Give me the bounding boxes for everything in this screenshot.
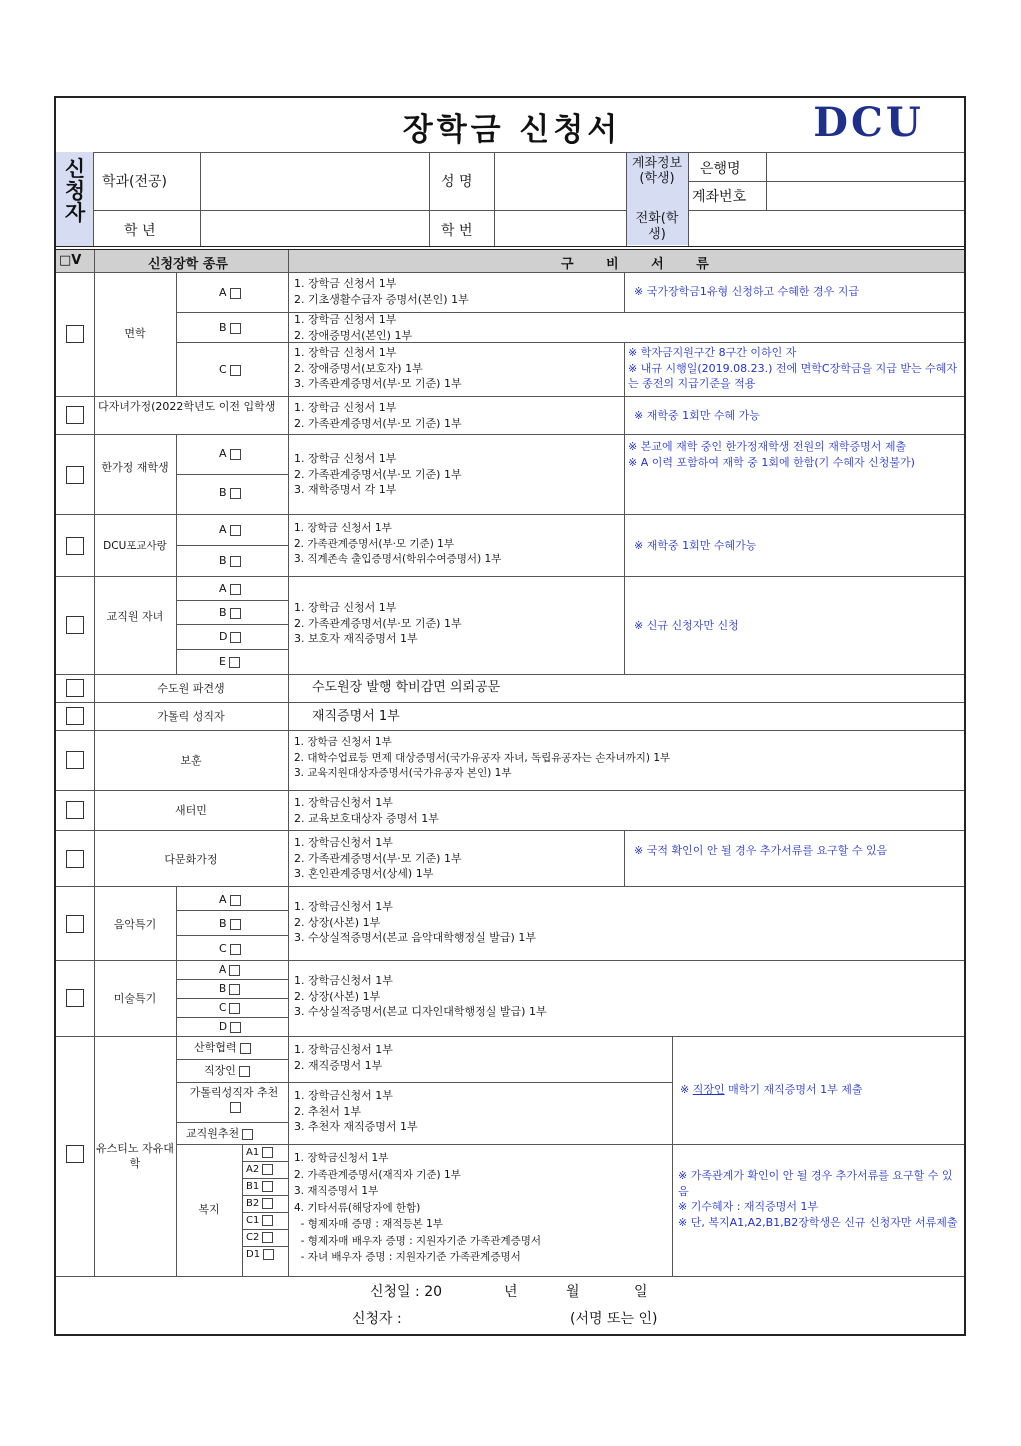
staff-child-b-option[interactable]: B	[219, 604, 241, 621]
dcu-missionary-docs: 1. 장학금 신청서 1부 2. 가족관계증명서(부·모 기준) 1부 3. 직계존속 출입증명서(학위수여증명서) 1부	[294, 522, 502, 565]
student-id-field[interactable]	[496, 213, 624, 243]
monastic-docs: 수도원장 발행 학비감면 의뢰공문	[312, 680, 501, 695]
sibling-b-option[interactable]: B	[219, 484, 241, 501]
docs-header: 구 비 서 류	[561, 257, 723, 272]
sibling-label: 한가정 재학생	[101, 461, 169, 474]
augustine-welfare-c1[interactable]: C1	[246, 1213, 273, 1229]
augustine-welfare-a2[interactable]: A2	[246, 1162, 273, 1178]
staff-child-label: 교직원 자녀	[106, 610, 164, 623]
augustine-note-1: ※ 직장인 매학기 재직증명서 1부 제출	[680, 1083, 863, 1096]
augustine-welfare-c2[interactable]: C2	[246, 1230, 273, 1246]
art-d-option[interactable]: D	[219, 1019, 241, 1035]
sibling-checkbox[interactable]	[66, 466, 84, 484]
veterans-docs: 1. 장학금 신청서 1부 2. 대학수업료등 면제 대상증명서(국가유공자 자녀, 독립유공자는 손자녀까지) 1부 3. 교육지원대상자증명서(국가유공자 본인) 1부	[294, 736, 671, 779]
multi-child-checkbox[interactable]	[66, 406, 84, 424]
music-c-option[interactable]: C	[219, 940, 241, 957]
art-b-option[interactable]: B	[219, 981, 240, 997]
veterans-checkbox[interactable]	[66, 751, 84, 769]
augustine-welfare-b1[interactable]: B1	[246, 1179, 273, 1195]
application-date-label: 신청일 : 20	[370, 1284, 443, 1300]
merit-checkbox[interactable]	[66, 325, 84, 343]
merit-a-note: ※ 국가장학금1유형 신청하고 수혜한 경우 지급	[634, 285, 859, 298]
augustine-industry-option[interactable]: 산학협력	[194, 1039, 251, 1056]
augustine-docs-3: 1. 장학금신청서 1부 2. 가족관계증명서(재직자 기준) 1부 3. 재직증명서 1부 4. 기타서류(해당자에 한함) - 형제자매 증명 : 재적등본 1부 - 형제자매 배우자 증명 : 지원자기준 가족관계증명서 - 자녀 배우자 증명 : 지원자기준 가족관계증명서	[294, 1152, 542, 1263]
merit-b-option[interactable]: B	[219, 319, 241, 336]
year-field[interactable]	[202, 213, 426, 243]
account-info-label: 계좌정보(학생)	[631, 156, 683, 186]
year-label: 학 년	[124, 223, 156, 239]
music-label: 음악특기	[113, 918, 157, 931]
scholarship-application-form	[54, 96, 966, 1336]
dcu-logo: DCU	[813, 99, 924, 146]
bank-field[interactable]	[768, 154, 962, 179]
art-a-option[interactable]: A	[219, 962, 240, 978]
catholic-clergy-label: 가톨릭 성직자	[157, 710, 225, 723]
account-number-field[interactable]	[768, 183, 962, 208]
year-unit: 년	[504, 1284, 518, 1300]
multi-child-label: 다자녀가정(2022학년도 이전 입학생	[98, 400, 276, 413]
applicant-signature-label: 신청자 :	[352, 1311, 402, 1327]
augustine-staff-rec-option[interactable]: 교직원추천	[186, 1125, 253, 1142]
name-field[interactable]	[496, 156, 624, 206]
multicultural-docs: 1. 장학금신청서 1부 2. 가족관계증명서(부·모 기준) 1부 3. 혼인관계증명서(상세) 1부	[294, 836, 462, 880]
catholic-clergy-checkbox[interactable]	[66, 707, 84, 725]
multi-child-note: ※ 재학중 1회만 수혜 가능	[634, 409, 760, 422]
augustine-docs-1: 1. 장학금신청서 1부 2. 재직증명서 1부	[294, 1043, 393, 1072]
veterans-label: 보훈	[180, 754, 202, 767]
north-defector-docs: 1. 장학금신청서 1부 2. 교육보호대상자 증명서 1부	[294, 796, 439, 825]
staff-child-note: ※ 신규 신청자만 신청	[634, 619, 739, 632]
phone-field[interactable]	[690, 213, 962, 243]
multi-child-docs: 1. 장학금 신청서 1부 2. 가족관계증명서(부·모 기준) 1부	[294, 401, 462, 430]
augustine-worker-option[interactable]: 직장인	[204, 1062, 250, 1079]
catholic-clergy-docs: 재직증명서 1부	[312, 709, 400, 724]
augustine-label: 유스티노 자유대학	[96, 1142, 174, 1170]
multicultural-checkbox[interactable]	[66, 850, 84, 868]
augustine-welfare-label: 복지	[198, 1203, 220, 1216]
merit-a-docs: 1. 장학금 신청서 1부 2. 기초생활수급자 증명서(본인) 1부	[294, 277, 469, 306]
month-unit: 월	[566, 1284, 580, 1300]
staff-child-d-option[interactable]: D	[219, 628, 241, 645]
dcu-missionary-note: ※ 재학중 1회만 수혜가능	[634, 539, 757, 552]
merit-b-docs: 1. 장학금 신청서 1부 2. 장애증명서(본인) 1부	[294, 313, 413, 342]
merit-c-docs: 1. 장학금 신청서 1부 2. 장애증명서(보호자) 1부 3. 가족관계증명서(부·모 기준) 1부	[294, 346, 462, 390]
art-checkbox[interactable]	[66, 989, 84, 1007]
applicant-signature-field[interactable]	[426, 1306, 556, 1330]
day-unit: 일	[634, 1284, 648, 1300]
name-label: 성 명	[441, 174, 473, 190]
staff-child-docs: 1. 장학금 신청서 1부 2. 가족관계증명서(부·모 기준) 1부 3. 보호자 재직증명서 1부	[294, 601, 462, 645]
art-docs: 1. 장학금신청서 1부 2. 상장(사본) 1부 3. 수상실적증명서(본교 디자인대학행정실 발급) 1부	[294, 974, 547, 1018]
dept-label: 학과(전공)	[102, 174, 168, 190]
account-number-label: 계좌번호	[692, 189, 747, 205]
sibling-note: ※ 본교에 재학 중인 한가정재학생 전원의 재학증명서 제출 ※ A 이력 포함하여 재학 중 1회에 한함(기 수혜자 신청불가)	[628, 440, 915, 469]
art-c-option[interactable]: C	[219, 1000, 240, 1016]
merit-label: 면학	[124, 327, 146, 340]
monastic-checkbox[interactable]	[66, 679, 84, 697]
dcu-missionary-a-option[interactable]: A	[219, 521, 241, 538]
music-checkbox[interactable]	[66, 915, 84, 933]
applicant-label: 신청자	[64, 157, 86, 225]
staff-child-a-option[interactable]: A	[219, 580, 241, 597]
music-b-option[interactable]: B	[219, 915, 241, 932]
sibling-a-option[interactable]: A	[219, 445, 241, 462]
augustine-welfare-d1[interactable]: D1	[246, 1247, 274, 1263]
art-label: 미술특기	[113, 992, 157, 1005]
student-id-label: 학 번	[441, 223, 473, 239]
page-title: 장학금 신청서	[402, 112, 622, 148]
music-a-option[interactable]: A	[219, 891, 241, 908]
augustine-note-2: ※ 가족관계가 확인이 안 될 경우 추가서류를 요구할 수 있음 ※ 기수혜자 : 재직증명서 1부 ※ 단, 복지A1,A2,B1,B2장학생은 신규 신청자만 서류제출	[678, 1169, 958, 1229]
multicultural-label: 다문화가정	[164, 853, 218, 866]
augustine-welfare-b2[interactable]: B2	[246, 1196, 273, 1212]
merit-c-option[interactable]: C	[219, 361, 241, 378]
north-defector-label: 새터민	[175, 804, 207, 817]
type-header: 신청장학 종류	[148, 257, 228, 272]
augustine-clergy-rec-option[interactable]: 가톨릭성직자 추천	[184, 1086, 284, 1114]
dcu-missionary-checkbox[interactable]	[66, 537, 84, 555]
augustine-checkbox[interactable]	[66, 1145, 84, 1163]
augustine-welfare-a1[interactable]: A1	[246, 1145, 273, 1161]
merit-c-note: ※ 학자금지원구간 8구간 이하인 자 ※ 내규 시행일(2019.08.23.) 전에 면학C장학금을 지급 받는 수혜자는 종전의 지급기준을 적용	[628, 346, 957, 390]
sign-or-seal-label: (서명 또는 인)	[570, 1311, 658, 1327]
phone-label: 전화(학생)	[635, 211, 679, 242]
bank-label: 은행명	[700, 161, 741, 177]
check-header: □V	[59, 253, 82, 268]
staff-child-e-option[interactable]: E	[219, 653, 240, 670]
monastic-label: 수도원 파견생	[157, 682, 225, 695]
north-defector-checkbox[interactable]	[66, 801, 84, 819]
music-docs: 1. 장학금신청서 1부 2. 상장(사본) 1부 3. 수상실적증명서(본교 음악대학행정실 발급) 1부	[294, 900, 536, 944]
sibling-docs: 1. 장학금 신청서 1부 2. 가족관계증명서(부·모 기준) 1부 3. 재학증명서 각 1부	[294, 452, 462, 496]
staff-child-checkbox[interactable]	[66, 616, 84, 634]
dcu-missionary-b-option[interactable]: B	[219, 552, 241, 569]
dept-field[interactable]	[202, 156, 426, 206]
dcu-missionary-label: DCU포교사랑	[103, 540, 167, 552]
merit-a-option[interactable]: A	[219, 284, 241, 301]
multicultural-note: ※ 국적 확인이 안 될 경우 추가서류를 요구할 수 있음	[634, 844, 888, 857]
augustine-docs-2: 1. 장학금신청서 1부 2. 추천서 1부 3. 추천자 재직증명서 1부	[294, 1089, 418, 1133]
